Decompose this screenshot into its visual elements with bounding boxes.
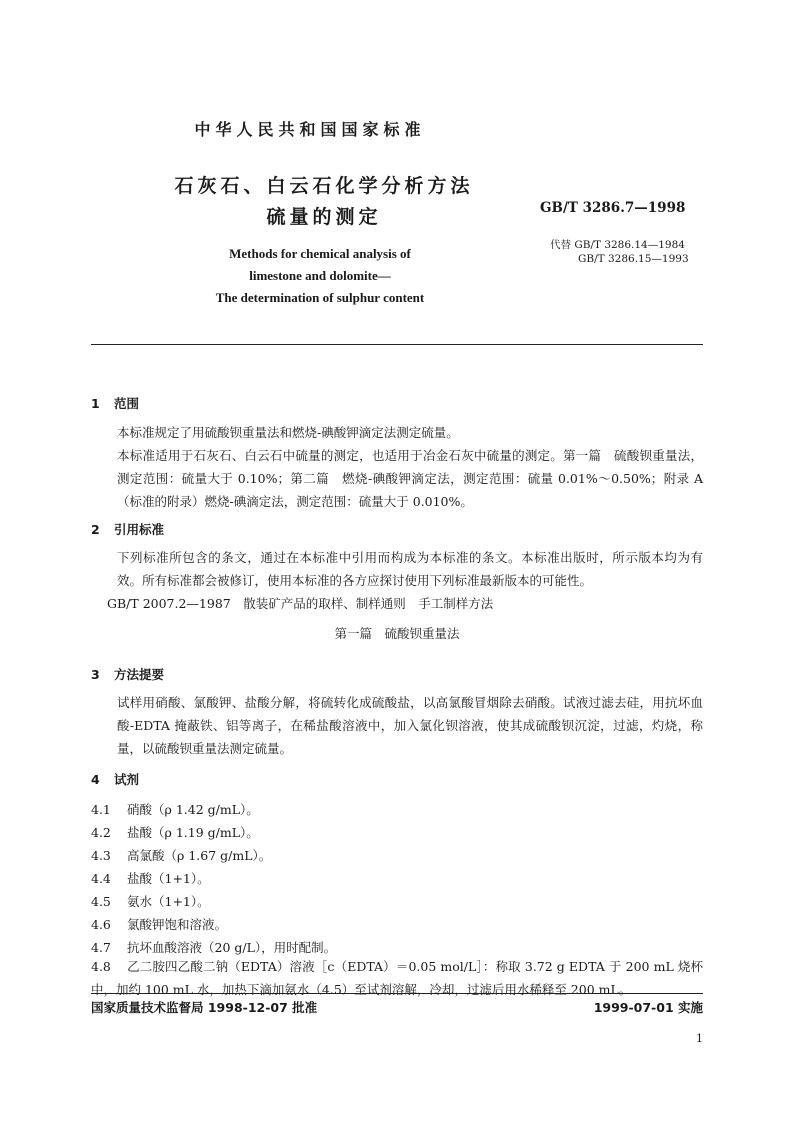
reagent-text: 氨水（1+1）。 — [127, 894, 210, 909]
reagent-item — [91, 938, 336, 956]
country-standard-heading: 中华人民共和国国家标准 — [194, 120, 426, 139]
approval-date: 国家质量技术监督局 1998-12-07 批准 — [91, 1000, 318, 1015]
reagent-text: 高氯酸（ρ 1.67 g/mL）。 — [127, 848, 272, 863]
header-divider-line — [91, 344, 703, 345]
section-1-body — [91, 421, 703, 513]
reagent-number: 4.3 — [91, 848, 111, 863]
paragraph: 本标准规定了用硫酸钡重量法和燃烧-碘酸钾滴定法测定硫量。 — [117, 425, 459, 440]
reagent-item-long — [91, 955, 703, 1001]
section-2-heading — [91, 520, 164, 538]
section-number: 4 — [91, 772, 100, 787]
section-number: 3 — [91, 667, 100, 682]
section-number: 1 — [91, 396, 100, 411]
section-title: 试剂 — [114, 772, 140, 787]
section-title: 引用标准 — [114, 522, 165, 537]
page-number: 1 — [696, 1032, 703, 1045]
section-3-body — [91, 691, 703, 760]
title-en-line3: The determination of sulphur content — [215, 290, 425, 305]
footer-divider-line — [91, 993, 703, 994]
section-3-heading — [91, 665, 164, 683]
part-1-title: 第一篇 硫酸钡重量法 — [334, 626, 460, 641]
reagent-item — [91, 892, 210, 910]
paragraph: 下列标准所包含的条文，通过在本标准中引用而构成为本标准的条文。本标准出版时，所示版本均为有效。所有标准都会被修订，使用本标准的各方应探讨使用下列标准最新版本的可能性。 — [117, 550, 703, 588]
replaces-line1: 代替 GB/T 3286.14—1984 — [550, 239, 685, 251]
section-title: 范围 — [114, 396, 140, 411]
reagent-text: 硝酸（ρ 1.42 g/mL）。 — [127, 802, 259, 817]
section-title: 方法提要 — [114, 667, 165, 682]
reagent-item — [91, 823, 259, 841]
title-en-line1: Methods for chemical analysis of — [229, 246, 411, 261]
paragraph: 本标准适用于石灰石、白云石中硫量的测定，也适用于冶金石灰中硫量的测定。第一篇 硫酸钡重量法，测定范围：硫量大于 0.10%；第二篇 燃烧-碘酸钾滴定法，测定范围：硫量 0.01%～0.50%；附录 A（标准的附录）燃烧-碘滴定法，测定范围：硫量大于 0.010%。 — [117, 448, 703, 509]
reagent-item — [91, 869, 210, 887]
reagent-text: 乙二胺四乙酸二钠（EDTA）溶液［c（EDTA）＝0.05 mol/L］：称取 3.72 g EDTA 于 200 mL 烧杯中，加约 100 mL 水，加热下滴加氨水（4.5）至试剂溶解，冷却，过滤后用水稀释至 200 mL。 — [91, 959, 703, 997]
reagent-number: 4.7 — [91, 940, 111, 955]
reagent-item — [91, 846, 271, 864]
reagent-item — [91, 800, 259, 818]
paragraph: 试样用硝酸、氯酸钾、盐酸分解，将硫转化成硫酸盐，以高氯酸冒烟除去硝酸。试液过滤去硅，用抗坏血酸-EDTA 掩蔽铁、铝等离子，在稀盐酸溶液中，加入氯化钡溶液，使其成硫酸钡沉淀，过滤，灼烧，称量，以硫酸钡重量法测定硫量。 — [117, 695, 703, 756]
reagent-number: 4.1 — [91, 802, 111, 817]
section-number: 2 — [91, 522, 100, 537]
reagent-item — [91, 915, 227, 933]
replaces-line2: GB/T 3286.15—1993 — [578, 253, 689, 265]
section-4-heading — [91, 770, 139, 788]
standard-code: GB/T 3286.7—1998 — [540, 200, 686, 216]
reagent-number: 4.8 — [91, 959, 111, 974]
reagent-text: 盐酸（1+1）。 — [127, 871, 210, 886]
section-1-heading — [91, 394, 139, 412]
reagent-number: 4.5 — [91, 894, 111, 909]
reagent-number: 4.6 — [91, 917, 111, 932]
title-zh-line2: 硫量的测定 — [266, 206, 382, 228]
reference-standard: GB/T 2007.2—1987 散装矿产品的取样、制样通则 手工制样方法 — [107, 596, 494, 611]
reagent-number: 4.2 — [91, 825, 111, 840]
reagent-text: 盐酸（ρ 1.19 g/mL）。 — [127, 825, 259, 840]
reagent-text: 抗坏血酸溶液（20 g/L），用时配制。 — [127, 940, 337, 955]
reagent-number: 4.4 — [91, 871, 111, 886]
title-zh-line1: 石灰石、白云石化学分析方法 — [174, 175, 474, 197]
title-en-line2: limestone and dolomite— — [249, 268, 391, 283]
section-2-body — [91, 546, 703, 615]
reagent-text: 氯酸钾饱和溶液。 — [127, 917, 228, 932]
implementation-date: 1999-07-01 实施 — [593, 1000, 703, 1015]
